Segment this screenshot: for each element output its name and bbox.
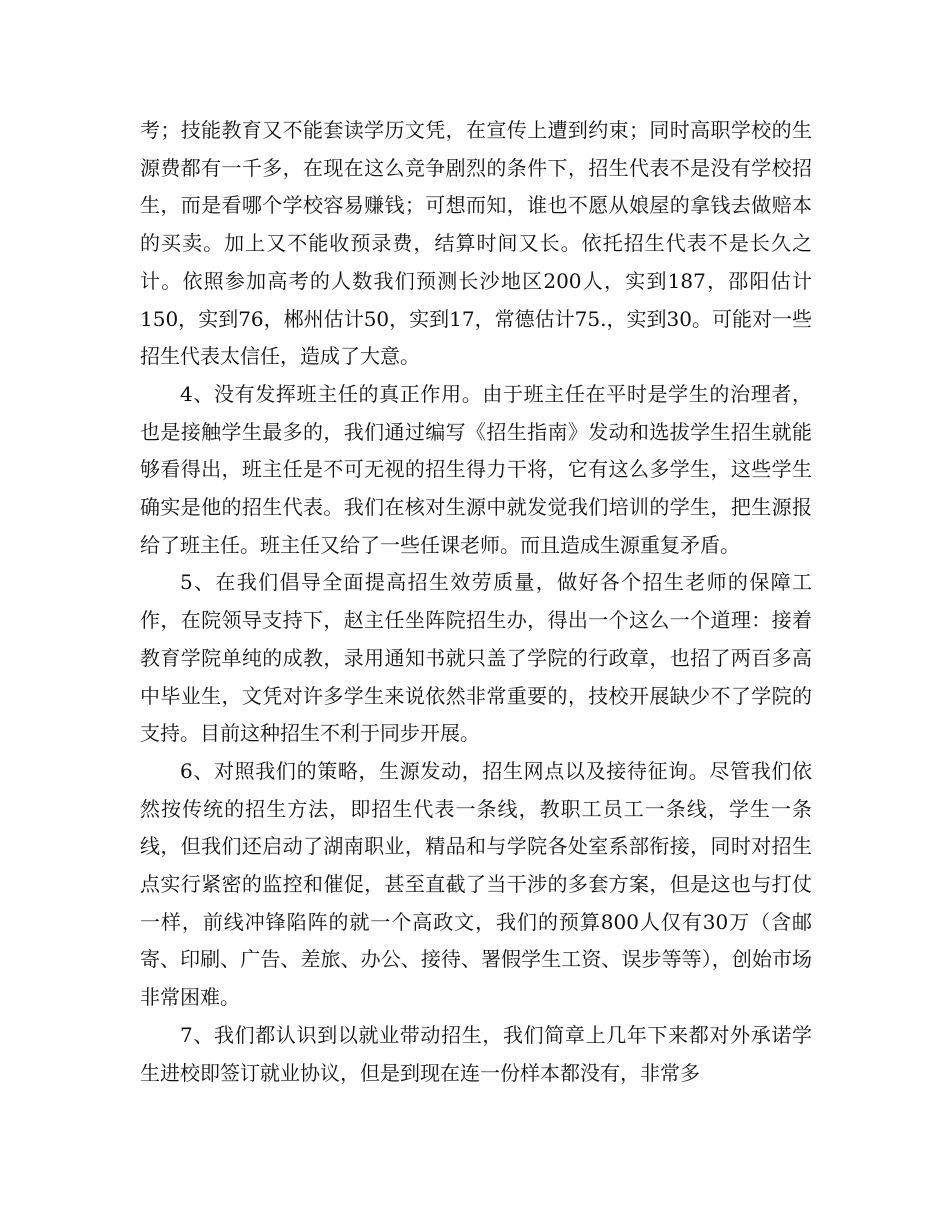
- paragraph-item-6: 6、对照我们的策略，生源发动，招生网点以及接待征询。尽管我们依然按传统的招生方法，即招生代表一条线，教职工员工一条线，学生一条线，但我们还启动了湖南职业，精品和与学院各处室系部衔接，同时对招生点实行紧密的监控和催促，甚至直截了当干涉的多套方案，但是这也与打仗一样，前线冲锋陷阵的就一个高政文，我们的预算800人仅有30万（含邮寄、印刷、广告、差旅、办公、接待、署假学生工资、误步等等），创始市场非常困难。: [140, 758, 812, 1010]
- paragraph-item-5: 5、在我们倡导全面提高招生效劳质量，做好各个招生老师的保障工作，在院领导支持下，赵主任坐阵院招生办，得出一个这么一个道理：接着教育学院单纯的成教，录用通知书就只盖了学院的行政章，也招了两百多高中毕业生，文凭对许多学生来说依然非常重要的，技校开展缺少不了学院的支持。目前这种招生不利于同步开展。: [140, 570, 812, 746]
- paragraph-item-4: 4、没有发挥班主任的真正作用。由于班主任在平时是学生的治理者，也是接触学生最多的，我们通过编写《招生指南》发动和选拔学生招生就能够看得出，班主任是不可无视的招生得力干将，它有这么多学生，这些学生确实是他的招生代表。我们在核对生源中就发觉我们培训的学生，把生源报给了班主任。班主任又给了一些任课老师。而且造成生源重复矛盾。: [140, 381, 812, 557]
- paragraph-item-7: 7、我们都认识到以就业带动招生，我们简章上几年下来都对外承诺学生进校即签订就业协议，但是到现在连一份样本都没有，非常多: [140, 1022, 812, 1085]
- paragraph-continuation: 考；技能教育又不能套读学历文凭，在宣传上遭到约束；同时高职学校的生源费都有一千多，在现在这么竞争剧烈的条件下，招生代表不是没有学校招生，而是看哪个学校容易赚钱；可想而知，谁也不愿从娘屋的拿钱去做赔本的买卖。加上又不能收预录费，结算时间又长。依托招生代表不是长久之计。依照参加高考的人数我们预测长沙地区200人，实到187，邵阳估计150，实到76，郴州估计50，实到17，常德估计75.，实到30。可能对一些招生代表太信任，造成了大意。: [140, 118, 812, 369]
- document-body: [140, 112, 812, 1092]
